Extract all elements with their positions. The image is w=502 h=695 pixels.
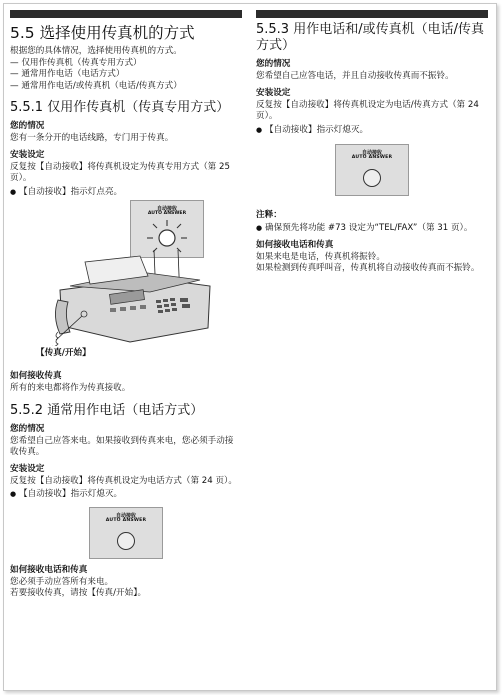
note-text: ● 确保预先将功能 #73 设定为“TEL/FAX”（第 31 页）。 [256, 223, 488, 235]
option-item: — 仅用作传真机（传真专用方式） [10, 57, 142, 68]
setup-text: 反复按【自动接收】将传真机设定为传真专用方式（第 25 页）。 [10, 161, 230, 183]
receive-text: 如果检测到传真呼叫音，传真机将自动接收传真而不振铃。 [256, 263, 480, 273]
auto-answer-panel [335, 144, 409, 196]
right-column [256, 10, 488, 275]
fax-machine-drawing [30, 200, 230, 346]
setup-heading: 安装设定 [10, 149, 45, 160]
intro-text: 根据您的具体情况，选择使用传真机的方式。 [10, 46, 182, 56]
auto-answer-button-icon [363, 169, 381, 187]
receive-heading: 如何接收电话和传真 [256, 239, 334, 250]
receive-text: 若要接收传真，请按【传真/开始】。 [10, 588, 147, 598]
setup-heading: 安装设定 [256, 87, 291, 98]
panel-label-en: AUTO ANSWER [147, 211, 187, 216]
panel-label-en: AUTO ANSWER [105, 517, 147, 523]
section-title: 5.5 选择使用传真机的方式 [10, 24, 195, 42]
section-header-bar [10, 10, 242, 18]
situation-text: 您有一条分开的电话线路，专门用于传真。 [10, 133, 174, 143]
fax-start-key-caption: 【传真/开始】 [36, 348, 91, 358]
setup-heading: 安装设定 [10, 463, 45, 474]
indicator-note: ● 【自动接收】指示灯熄灭。 [10, 489, 242, 501]
indicator-note: ● 【自动接收】指示灯点亮。 [10, 187, 242, 199]
auto-answer-button-icon [117, 532, 135, 550]
manual-page [3, 3, 497, 691]
panel-label: 自动接收 [156, 206, 177, 212]
note-heading: 注释： [256, 210, 282, 220]
panel-label: 自动接收 [361, 150, 382, 156]
subsection-title-tel-mode: 5.5.2 通常用作电话（电话方式） [10, 402, 204, 418]
situation-heading: 您的情况 [10, 423, 45, 434]
left-column [10, 10, 242, 600]
option-item: — 通常用作电话（电话方式） [10, 69, 125, 79]
receive-text: 您必须手动应答所有来电。 [10, 576, 114, 587]
receive-text: 如果来电是电话，传真机将振铃。 [256, 251, 385, 262]
option-item: — 通常用作电话/或传真机（电话/传真方式） [10, 80, 182, 91]
situation-text: 您希望自己应答来电。如果接收到传真来电，您必须手动接收传真。 [10, 435, 234, 457]
situation-text: 您希望自己应答电话，并且自动接收传真而不振铃。 [256, 71, 454, 81]
subsection-title-fax-only: 5.5.1 仅用作传真机（传真专用方式） [10, 100, 230, 115]
receive-heading: 如何接收电话和传真 [10, 564, 88, 575]
setup-text: 反复按【自动接收】将传真机设定为电话方式（第 24 页）。 [10, 475, 237, 486]
setup-text: 反复按【自动接收】将传真机设定为电话/传真方式（第 24 页）。 [256, 99, 479, 121]
indicator-note: ● 【自动接收】指示灯熄灭。 [256, 125, 488, 137]
panel-label: 自动接收 [115, 512, 136, 519]
fax-machine-illustration [30, 200, 230, 346]
receive-heading: 如何接收传真 [10, 371, 62, 381]
auto-answer-panel [89, 507, 163, 559]
receive-text: 所有的来电都将作为传真接收。 [10, 383, 131, 393]
panel-label-en: AUTO ANSWER [351, 155, 393, 160]
subsection-title-tel-fax: 5.5.3 用作电话和/或传真机（电话/传真方式） [256, 22, 484, 53]
situation-heading: 您的情况 [256, 59, 291, 69]
section-header-bar [256, 10, 488, 18]
situation-heading: 您的情况 [10, 121, 45, 131]
